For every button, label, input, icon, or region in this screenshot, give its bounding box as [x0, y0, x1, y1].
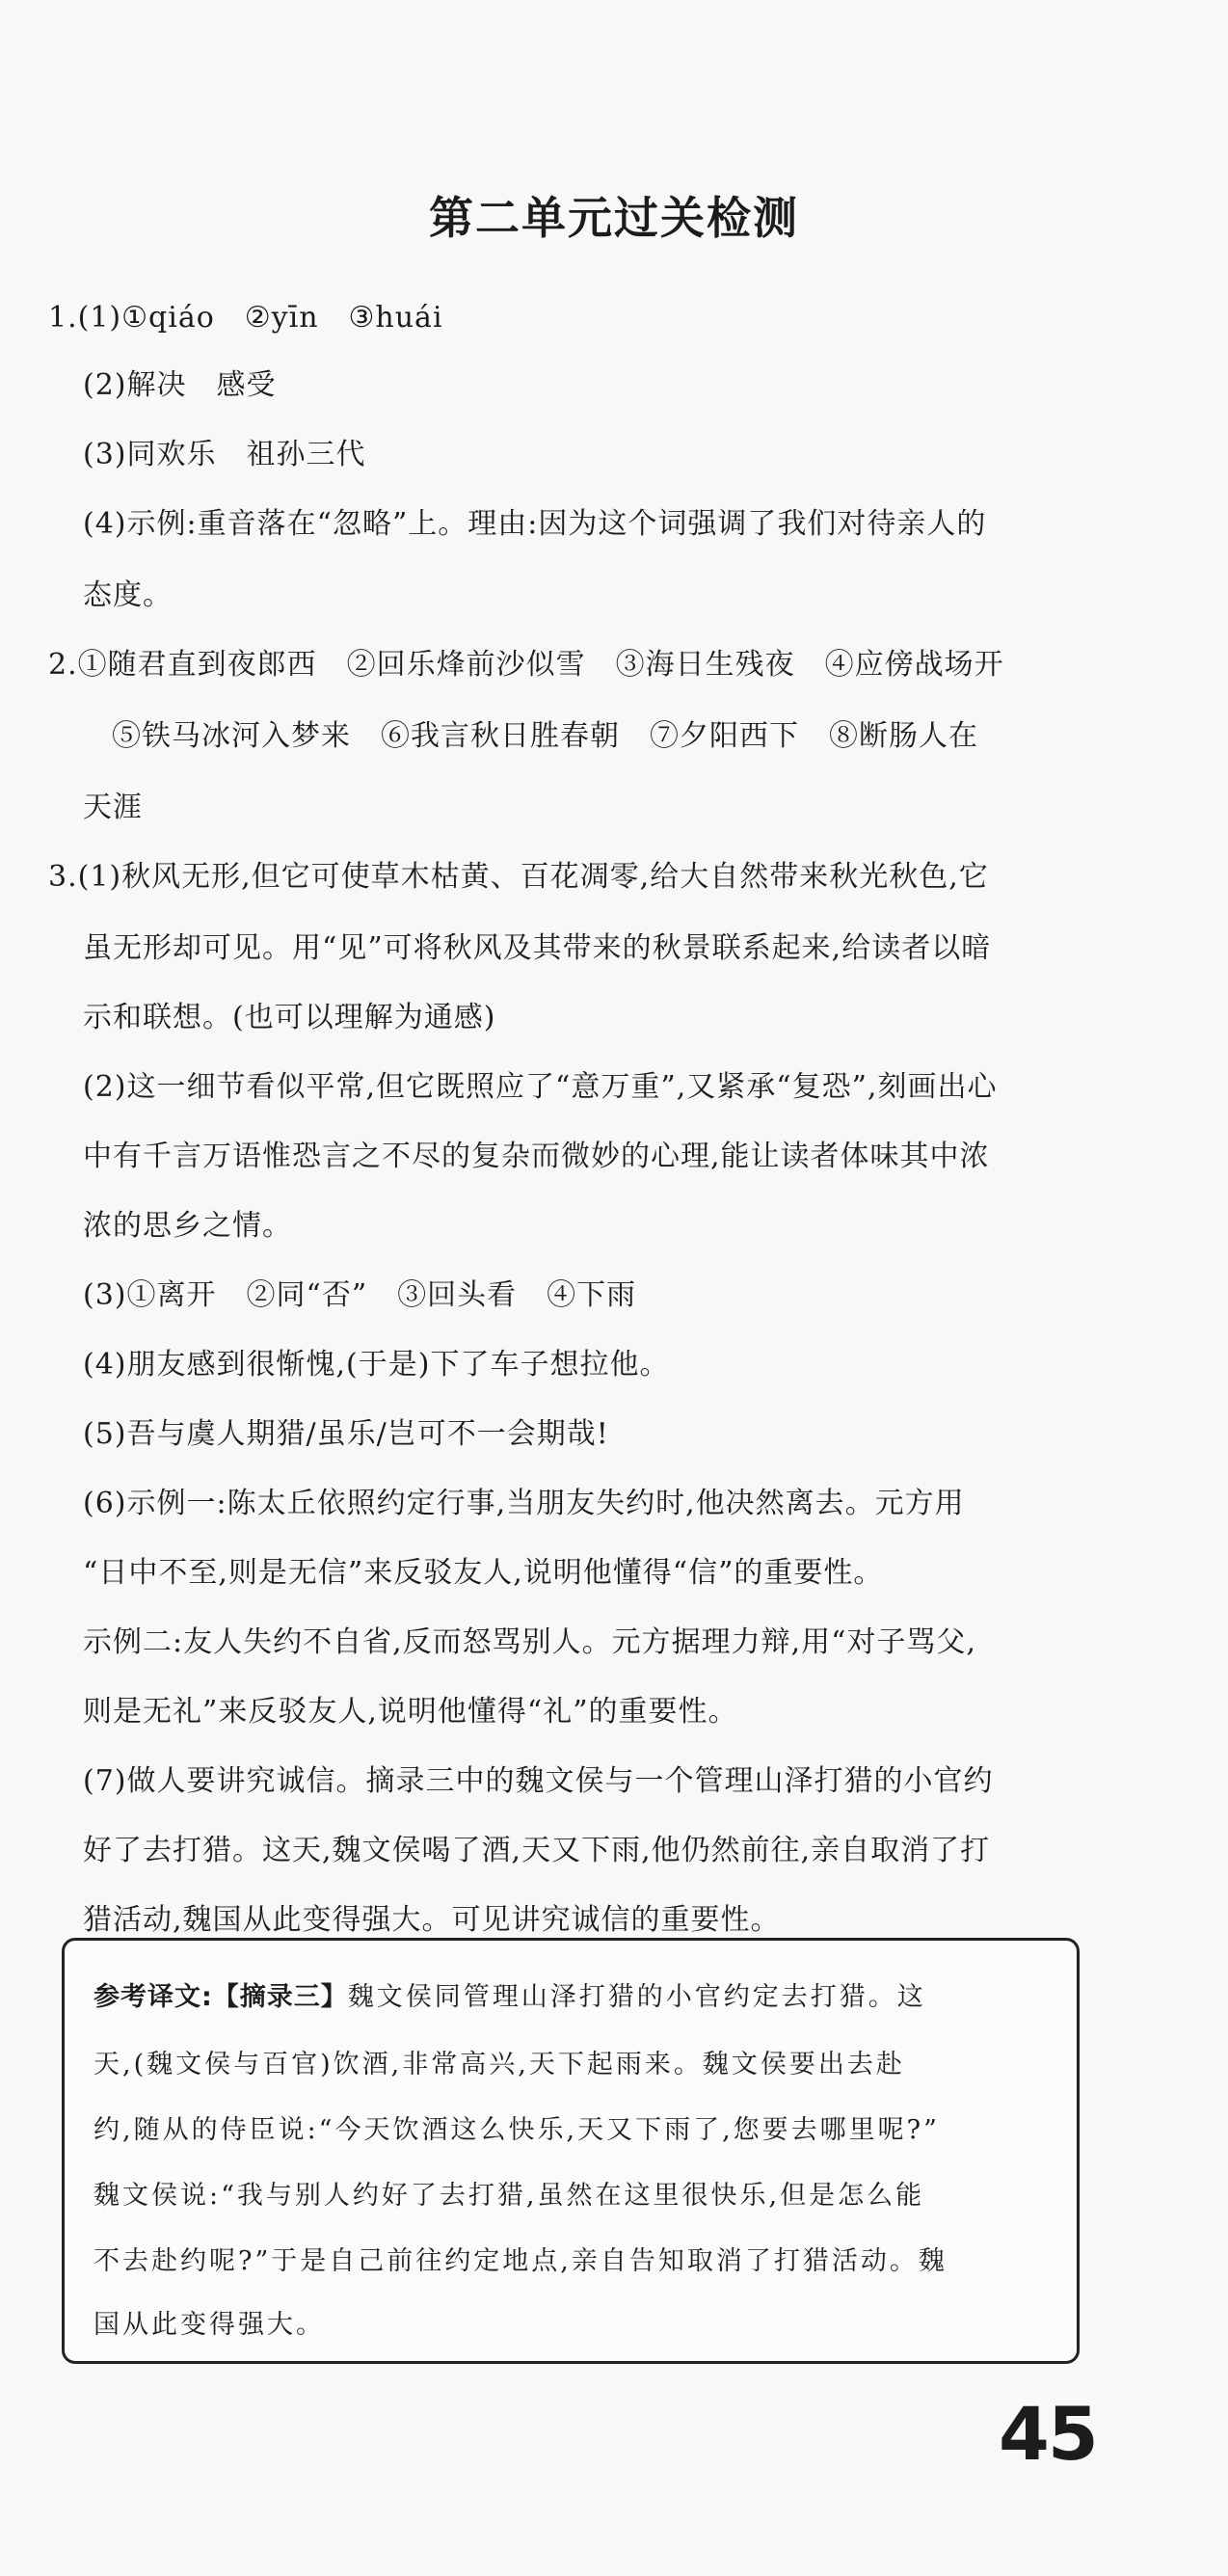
q3-line-1 — [48, 858, 989, 897]
translation-line-4: 魏文侯说:“我与别人约好了去打猎,虽然在这里很快乐,但是怎么能 — [93, 2181, 925, 2211]
q3-line-9: (5)吾与虞人期猎/虽乐/岂可不一会期哉! — [83, 1417, 609, 1451]
q3-line-15: 好了去打猎。这天,魏文侯喝了酒,天又下雨,他仍然前往,亲自取消了打 — [83, 1834, 991, 1867]
q3-line-3: 示和联想。(也可以理解为通感) — [83, 1001, 496, 1034]
q2-line-2: ⑤铁马冰河入梦来 ⑥我言秋日胜春朝 ⑦夕阳西下 ⑧断肠人在 — [112, 719, 978, 753]
q3-line-16: 猎活动,魏国从此变得强大。可见讲究诚信的重要性。 — [83, 1903, 781, 1937]
q3-line-11: “日中不至,则是无信”来反驳友人,说明他懂得“信”的重要性。 — [83, 1556, 884, 1590]
translation-line-1 — [93, 1979, 926, 2016]
q1-line-2: (2)解决 感受 — [83, 368, 277, 402]
q3-line-10: (6)示例一:陈太丘依照约定行事,当朋友失约时,他决然离去。元方用 — [83, 1487, 965, 1520]
q1-text-1: (1)①qiáo ②yīn ③huái — [77, 301, 443, 335]
translation-text-1: 魏文侯同管理山泽打猎的小官约定去打猎。这 — [347, 1982, 926, 2012]
q3-line-12: 示例二:友人失约不自省,反而怒骂别人。元方据理力辩,用“对子骂父, — [83, 1625, 977, 1659]
page-title: 第二单元过关检测 — [429, 192, 799, 244]
q3-line-5: 中有千言万语惟恐言之不尽的复杂而微妙的心理,能让读者体味其中浓 — [83, 1140, 990, 1173]
q3-text-1: (1)秋风无形,但它可使草木枯黄、百花凋零,给大自然带来秋光秋色,它 — [77, 860, 989, 894]
q3-number: 3. — [48, 860, 78, 894]
q2-number: 2. — [48, 648, 78, 682]
q2-text-1: ①随君直到夜郎西 ②回乐烽前沙似雪 ③海日生残夜 ④应傍战场开 — [77, 648, 1004, 682]
translation-label: 参考译文:【摘录三】 — [93, 1982, 348, 2012]
translation-line-5: 不去赴约呢?”于是自己前往约定地点,亲自告知取消了打猎活动。魏 — [93, 2246, 948, 2276]
q1-line-3: (3)同欢乐 祖孙三代 — [83, 438, 366, 471]
q1-line-4: (4)示例:重音落在“忽略”上。理由:因为这个词强调了我们对待亲人的 — [83, 507, 987, 541]
q3-line-4: (2)这一细节看似平常,但它既照应了“意万重”,又紧承“复恐”,刻画出心 — [83, 1070, 998, 1104]
q3-line-6: 浓的思乡之情。 — [83, 1209, 292, 1243]
q3-line-8: (4)朋友感到很惭愧,(于是)下了车子想拉他。 — [83, 1348, 670, 1382]
q1-line-5: 态度。 — [83, 578, 173, 612]
q1-number: 1. — [48, 301, 78, 335]
translation-line-2: 天,(魏文侯与百官)饮酒,非常高兴,天下起雨来。魏文侯要出去赴 — [93, 2050, 905, 2080]
translation-line-3: 约,随从的侍臣说:“今天饮酒这么快乐,天又下雨了,您要去哪里呢?” — [93, 2115, 940, 2145]
translation-box — [62, 1938, 1080, 2364]
q3-line-14: (7)做人要讲究诚信。摘录三中的魏文侯与一个管理山泽打猎的小官约 — [83, 1764, 994, 1798]
q3-line-13: 则是无礼”来反驳友人,说明他懂得“礼”的重要性。 — [83, 1695, 738, 1729]
q2-line-1 — [48, 646, 1004, 684]
q1-line-1 — [48, 299, 443, 337]
translation-line-6: 国从此变得强大。 — [93, 2310, 325, 2340]
q3-line-7: (3)①离开 ②同“否” ③回头看 ④下雨 — [83, 1278, 637, 1312]
page-number: 45 — [999, 2391, 1097, 2477]
q2-line-3: 天涯 — [83, 791, 143, 824]
q3-line-2: 虽无形却可见。用“见”可将秋风及其带来的秋景联系起来,给读者以暗 — [83, 931, 992, 965]
